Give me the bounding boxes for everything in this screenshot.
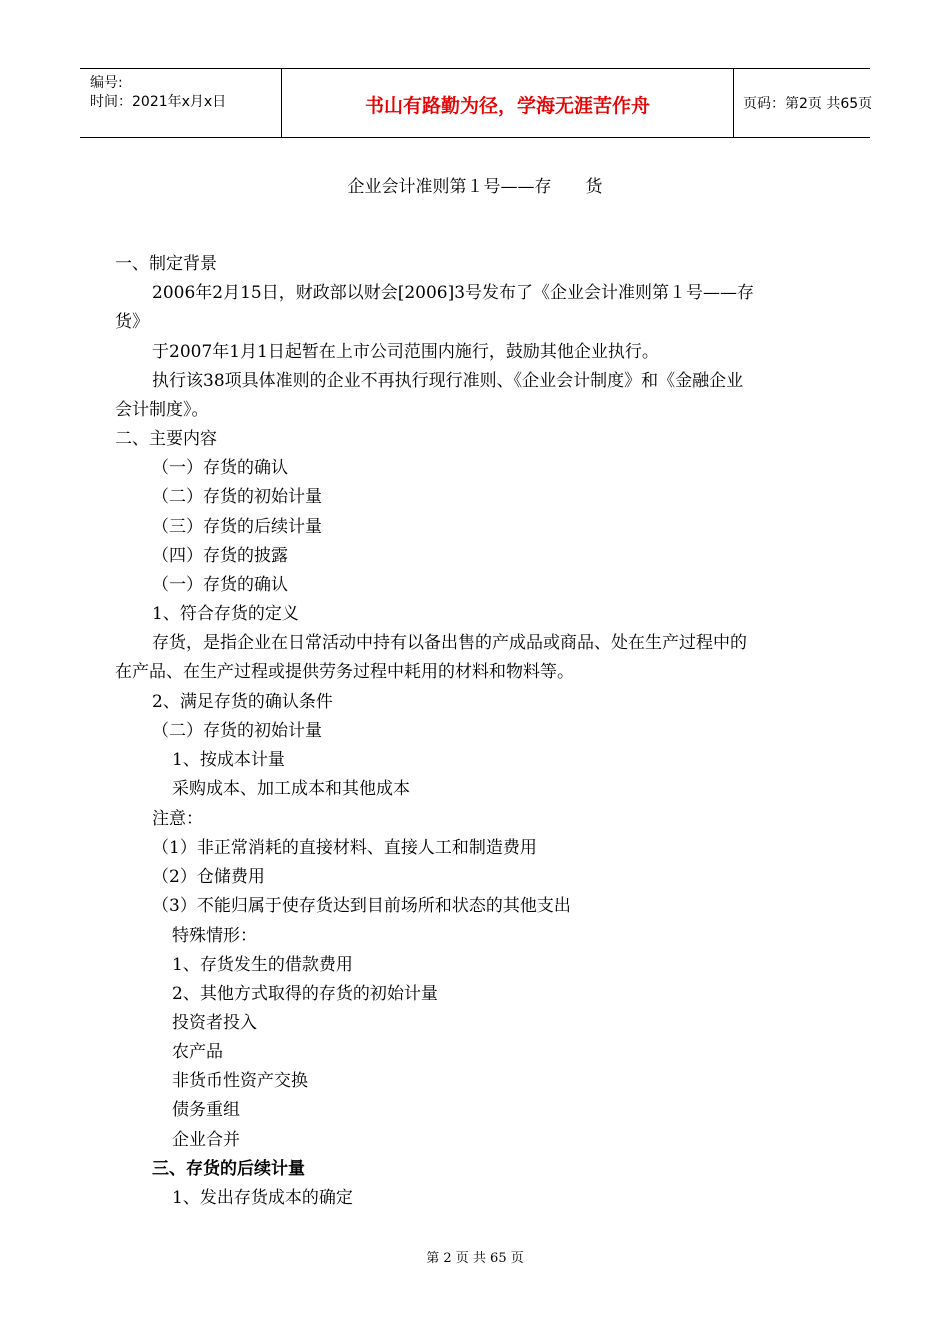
paragraph-line: 特殊情形： (172, 926, 257, 946)
page-footer: 第 2 页 共 65 页 (426, 1251, 524, 1266)
document-time-label: 时间：2021年x月x日 (90, 94, 227, 110)
subsection-heading: （二）存货的初始计量 (152, 721, 322, 741)
list-item: （一）存货的确认 (152, 458, 288, 478)
paragraph-line: 1、按成本计量 (172, 750, 285, 770)
paragraph-line: 在产品、在生产过程或提供劳务过程中耗用的材料和物料等。 (115, 662, 574, 682)
paragraph-line: 1、符合存货的定义 (152, 604, 299, 624)
list-item: （二）存货的初始计量 (152, 487, 322, 507)
document-title: 企业会计准则第１号——存 货 (347, 177, 603, 197)
list-item: （3）不能归属于使存货达到目前场所和状态的其他支出 (152, 896, 571, 916)
header-page-cell (733, 69, 873, 137)
list-item: 1、存货发生的借款费用 (172, 955, 353, 975)
paragraph-line: 会计制度》。 (115, 400, 209, 420)
list-item: 农产品 (172, 1042, 223, 1062)
list-item: 债务重组 (172, 1100, 240, 1120)
paragraph-line: 2006年2月15日，财政部以财会[2006]3号发布了《企业会计准则第１号——存 (152, 283, 755, 303)
paragraph-line: 1、发出存货成本的确定 (172, 1188, 353, 1208)
header-motto-cell (281, 69, 734, 137)
list-item: 非货币性资产交换 (172, 1071, 308, 1091)
header-page-info: 页码：第2页 共65页 (743, 96, 873, 112)
section-heading: 三、存货的后续计量 (152, 1159, 305, 1179)
paragraph-line: 于2007年1月1日起暂在上市公司范围内施行，鼓励其他企业执行。 (152, 342, 659, 362)
list-item: （三）存货的后续计量 (152, 517, 322, 537)
list-item: 2、其他方式取得的存货的初始计量 (172, 984, 438, 1004)
paragraph-line: 存货，是指企业在日常活动中持有以备出售的产成品或商品、处在生产过程中的 (152, 633, 747, 653)
paragraph-line: 2、满足存货的确认条件 (152, 692, 333, 712)
motto-text: 书山有路勤为径，学海无涯苦作舟 (364, 95, 650, 117)
paragraph-line: 采购成本、加工成本和其他成本 (172, 779, 410, 799)
section-heading: 二、主要内容 (115, 429, 217, 449)
page-header (80, 68, 873, 138)
section-heading: 一、制定背景 (115, 254, 217, 274)
list-item: 投资者投入 (172, 1013, 257, 1033)
list-item: （1）非正常消耗的直接材料、直接人工和制造费用 (152, 838, 537, 858)
list-item: 企业合并 (172, 1130, 240, 1150)
header-meta-cell (80, 69, 281, 137)
paragraph-line: 货》 (115, 312, 149, 332)
paragraph-line: 注意： (152, 809, 203, 829)
subsection-heading: （一）存货的确认 (152, 575, 288, 595)
paragraph-line: 执行该38项具体准则的企业不再执行现行准则、《企业会计制度》和《金融企业 (152, 371, 744, 391)
document-number-label: 编号: (90, 75, 123, 91)
list-item: （四）存货的披露 (152, 546, 288, 566)
list-item: （2）仓储费用 (152, 867, 265, 887)
